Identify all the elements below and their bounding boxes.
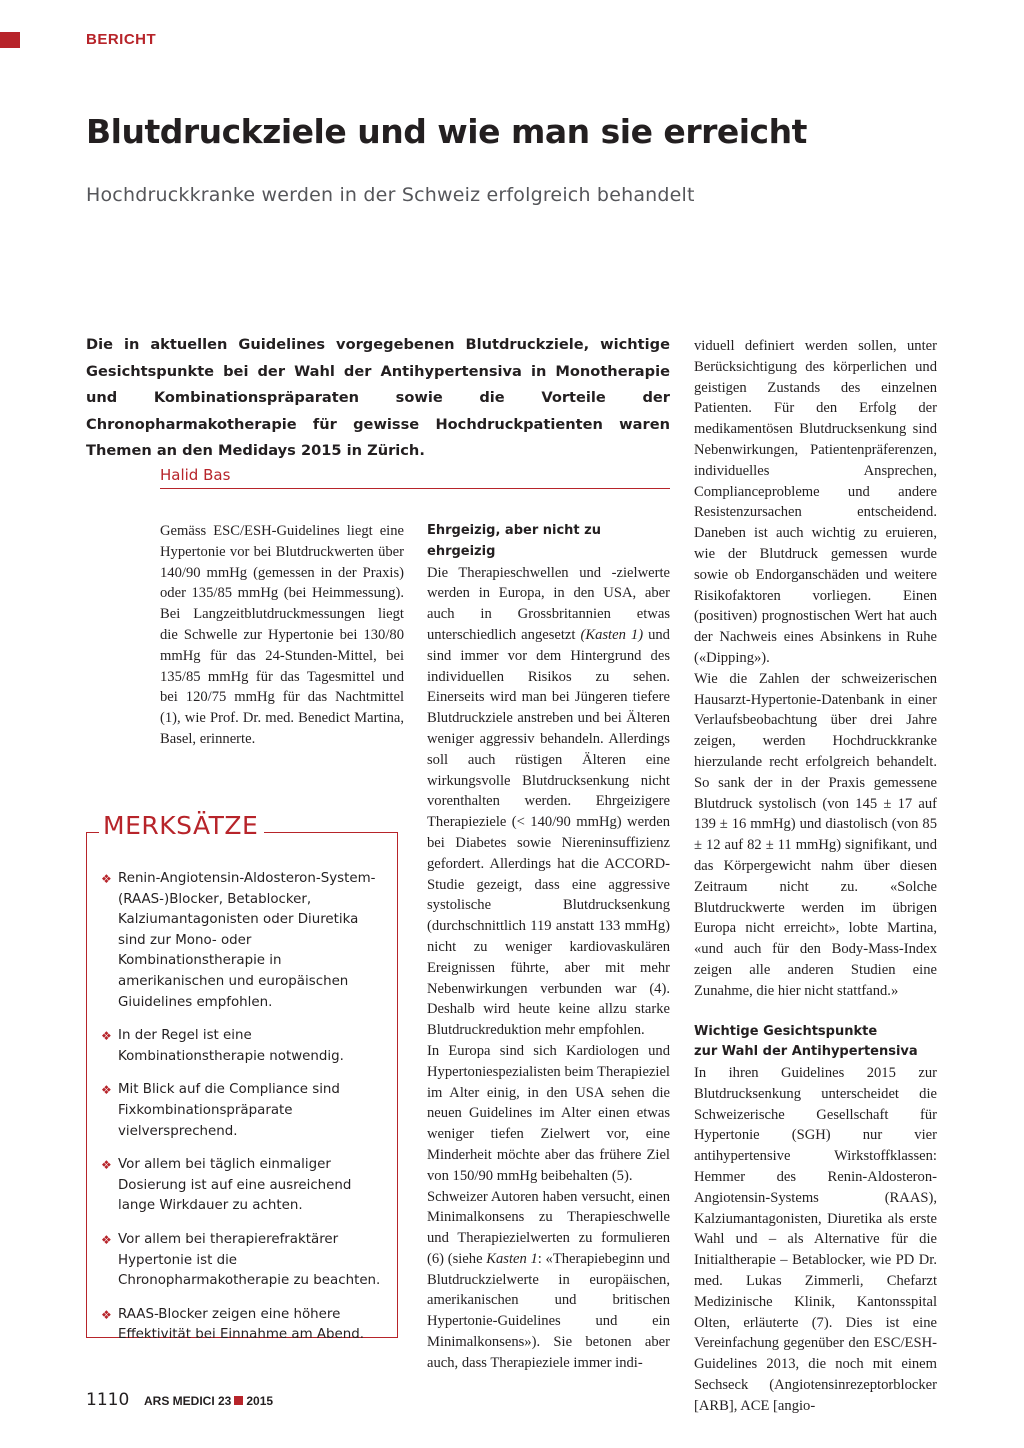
paragraph: In Europa sind sich Kardiologen und Hypertoniespezialisten beim Therapieziel im Alter einig, in den USA sehen die neuen Guidelines im Alter einen etwas weniger tiefen Zielwert vor, eine Minderheit möchte aber das frühere Ziel von 150/90 mmHg beibehalten (5). — [427, 1042, 670, 1184]
journal-footer — [144, 1394, 273, 1408]
key-points-list — [101, 869, 383, 1359]
box-reference: (Kasten 1) — [580, 626, 644, 643]
diamond-bullet-icon: ❖ — [101, 1232, 112, 1247]
body-column-3 — [694, 336, 937, 1417]
author-byline: Halid Bas — [160, 466, 670, 489]
lead-paragraph: Die in aktuellen Guidelines vorgegebenen Blutdruckziele, wichtige Gesichtspunkte bei der Wahl der Antihypertensiva in Monotherapie und Kombinationspräparaten sowie die Vorteile der Chronopharmakotherapie für gewisse Hochdruckpatienten waren Themen an den Medidays 2015 in Zürich. — [86, 336, 670, 459]
list-item — [101, 1080, 383, 1142]
paragraph: Wie die Zahlen der schweizerischen Hausarzt-Hypertonie-Datenbank in einer Verlaufsbeobachtung über drei Jahre zeigen, werden Hochdruckkranke hierzulande recht erfolgreich behandelt. So sank der in der Praxis gemessene Blutdruck systolisch (von 145 ± 17 auf 139 ± 16 mmHg) und diastolisch (von 85 ± 12 auf 82 ± 11 mmHg) signifikant, und das Körpergewicht nahm über diesen Zeitraum nicht zu. «Solche Blutdruckwerte werden im übrigen Europa nicht erreicht», lobte Martina, «und auch für den Body-Mass-Index zeigen alle anderen Studien eine Zunahme, die hier nicht stattfand.» — [694, 670, 937, 999]
list-item — [101, 869, 383, 1013]
section-heading — [694, 1022, 937, 1064]
diamond-bullet-icon: ❖ — [101, 1158, 112, 1173]
list-item — [101, 1155, 383, 1217]
key-points-title: MERKSÄTZE — [99, 811, 264, 840]
heading-line: Wichtige Gesichtspunkte — [694, 1023, 878, 1039]
article-subtitle: Hochdruckkranke werden in der Schweiz erfolgreich behandelt — [86, 184, 695, 206]
paragraph: Gemäss ESC/ESH-Guidelines liegt eine Hypertonie vor bei Blutdruckwerten über 140/90 mmHg (gemessen in der Praxis) oder 135/85 mmHg (bei Heimmessung). Bei Langzeitblutdruckmessungen liegt die Schwelle zur Hypertonie bei 130/80 mmHg für das 24-Stunden-Mittel, bei 135/85 mmHg für das Tagesmittel und bei 120/75 mmHg für das Nachtmittel (1), wie Prof. Dr. med. Benedict Martina, Basel, erinnerte. — [160, 523, 404, 747]
list-item — [101, 1305, 383, 1346]
body-column-1 — [160, 521, 404, 750]
square-separator-icon — [234, 1396, 243, 1405]
list-item-text: Vor allem bei therapierefraktärer Hypertonie ist die Chronopharmakotherapie zu beachten. — [118, 1231, 381, 1289]
diamond-bullet-icon: ❖ — [101, 872, 112, 886]
list-item-text: Renin-Angiotensin-Aldosteron-System-(RAAS-)Blocker, Betablocker, Kalziumantagonisten oder Diuretika sind zur Mono- oder Kombinationstherapie in amerikanischen und europäischen Giuidelines empfohlen. — [118, 871, 376, 1010]
list-item-text: In der Regel ist eine Kombinationstherapie notwendig. — [118, 1028, 344, 1064]
page-number: 1110 — [86, 1390, 130, 1410]
journal-name: ARS MEDICI 23 — [144, 1394, 232, 1408]
text-run: : «Therapiebeginn und Blutdruckzielwerte in europäischen, amerikanischen und britischen Hypertonie-Guidelines und ein Minimalkonsens»). Sie betonen aber auch, dass Therapieziele immer indi- — [427, 1250, 670, 1371]
list-item-text: Mit Blick auf die Compliance sind Fixkombinationspräparate vielversprechend. — [118, 1082, 340, 1139]
paragraph — [427, 1187, 670, 1374]
list-item — [101, 1026, 383, 1067]
heading-line: zur Wahl der Antihypertensiva — [694, 1044, 918, 1060]
box-reference: Kasten 1 — [486, 1250, 538, 1267]
diamond-bullet-icon: ❖ — [101, 1083, 112, 1098]
journal-year: 2015 — [246, 1394, 274, 1408]
body-column-2 — [427, 521, 670, 1374]
key-points-box — [86, 811, 398, 1343]
section-label: BERICHT — [86, 31, 157, 48]
diamond-bullet-icon: ❖ — [101, 1029, 112, 1044]
paragraph: In ihren Guidelines 2015 zur Blutdrucksenkung unterscheidet die Schweizerische Gesellschaft für Hypertonie (SGH) nur vier antihypertensive Wirkstoffklassen: Hemmer des Renin-Aldosteron-Angiotensin-Systems (RAAS), Kalziumantagonisten, Diuretika als erste Wahl und – als Alternative für die Initialtherapie – Betablocker, wie PD Dr. med. Lukas Zimmerli, Chefarzt Medizinische Klinik, Kantonsspital Olten, erläuterte (7). Dies ist eine Vereinfachung gegenüber den ESC/ESH-Guidelines 2013, die noch mit einem Sechseck (Angiotensinrezeptorblocker [ARB], ACE [angio- — [694, 1065, 937, 1414]
text-run: Schweizer Autoren haben versucht, einen Minimalkonsens zu Therapieschwelle und Therapiezielwerten zu formulieren (6) (siehe — [427, 1188, 670, 1267]
paragraph — [427, 563, 670, 1041]
paragraph: viduell definiert werden sollen, unter Berücksichtigung des körperlichen und geistigen Zustands des einzelnen Patienten. Für den Erfolg der medikamentösen Blutdrucksenkung sind Nebenwirkungen, Patientenpräferenzen, individuelles Ansprechen, Complianceprobleme und andere Resistenzursachen entscheidend. Daneben ist auch wichtig zu eruieren, wie der Blutdruck gemessen wurde sowie ob Endorganschäden und weitere Risikofaktoren vorliegen. Einen (positiven) prognostischen Wert hat auch der Nachweis eines Absinkens in Ruhe («Dipping»). — [694, 338, 937, 666]
list-item-text: RAAS-Blocker zeigen eine höhere Effektivität bei Einnahme am Abend. — [118, 1306, 365, 1343]
section-marker — [0, 32, 20, 48]
list-item-text: Vor allem bei täglich einmaliger Dosierung ist auf eine ausreichend lange Wirkdauer zu achten. — [118, 1157, 352, 1214]
text-run: und sind immer vor dem Hintergrund des individuellen Risikos zu sehen. Einerseits wird man bei Jüngeren tiefere Blutdruckziele anstreben und bei Älteren weniger aggressiv behandeln. Allerdings soll auch rüstigen Älteren eine wirkungsvolle Blutdrucksenkung nicht vorenthalten werden. Ehrgeizigere Therapieziele (< 140/90 mmHg) werden bei Diabetes sowie Niereninsuffizienz gefordert. Allerdings hat die ACCORD-Studie gezeigt, dass eine aggressive systolische Blutdrucksenkung (durchschnittlich 119 anstatt 133 mmHg) nicht zu weniger kardiovaskulären Ereignissen führte, aber mit mehr Nebenwirkungen verbunden war (4). Deshalb wird heute keine allzu starke Blutdruckreduktion mehr empfohlen. — [427, 626, 670, 1039]
list-item — [101, 1230, 383, 1292]
article-title: Blutdruckziele und wie man sie erreicht — [86, 112, 807, 151]
diamond-bullet-icon: ❖ — [101, 1307, 112, 1322]
text-run: Die Therapieschwellen und -zielwerte werden in Europa, in den USA, aber auch in Grossbritannien etwas unterschiedlich angesetzt — [427, 564, 670, 643]
section-heading: Ehrgeizig, aber nicht zu ehrgeizig — [427, 523, 601, 559]
